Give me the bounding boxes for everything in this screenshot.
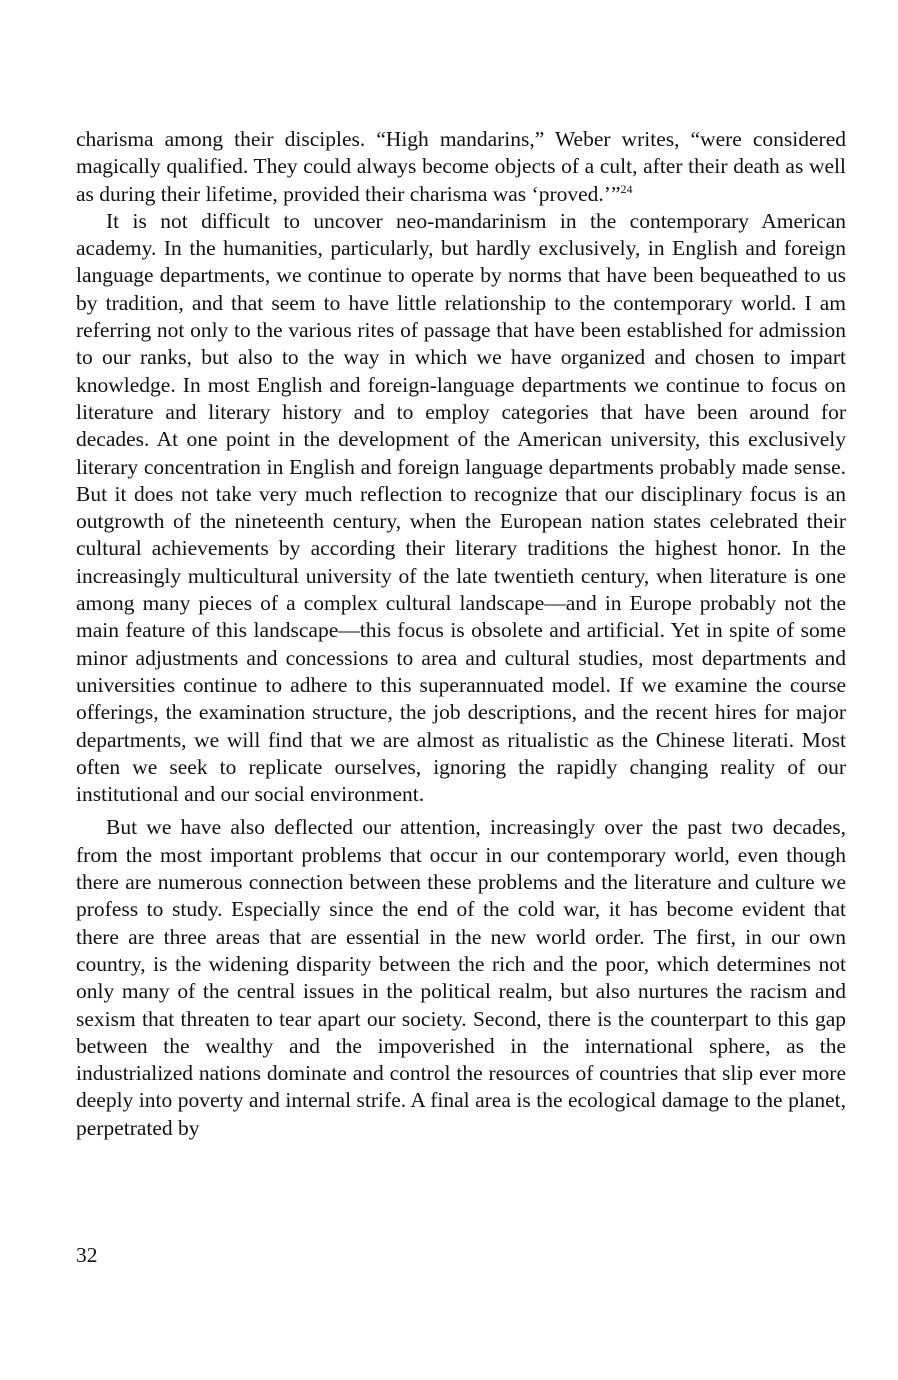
- paragraph-3: But we have also deflected our attention, increasingly over the past two decades, from the most important problems that occur in our contemporary world, even though there are numerous connection between these problems and the literature and culture we profess to study. Especially since the end of the cold war, it has become evident that there are three areas that are essential in the new world order. The first, in our own country, is the widening disparity between the rich and the poor, which determines not only many of the central issues in the political realm, but also nurtures the racism and sexism that threaten to tear apart our society. Second, there is the counterpart to this gap between the wealthy and the impoverished in the international sphere, as the industrialized nations dominate and control the resources of countries that slip ever more deeply into poverty and internal strife. A final area is the ecological damage to the planet, perpetrated by: [76, 815, 846, 1140]
- paragraph-1: [76, 126, 846, 208]
- footnote-marker: 24: [620, 181, 633, 196]
- page-number: 32: [76, 1243, 98, 1267]
- paragraph-2: It is not difficult to uncover neo-mandarinism in the contemporary American academy. In the humanities, particularly, but hardly exclusively, in English and foreign language departments, we continue to operate by norms that have been bequeathed to us by tradition, and that seem to have little relationship to the contemporary world. I am referring not only to the various rites of passage that have been established for admission to our ranks, but also to the way in which we have organized and chosen to impart knowledge. In most English and foreign-language departments we continue to focus on literature and literary history and to employ categories that have been around for decades. At one point in the development of the American university, this exclusively literary concentration in English and foreign language departments probably made sense. But it does not take very much reflection to recognize that our disciplinary focus is an outgrowth of the nineteenth century, when the European nation states celebrated their cultural achievements by according their literary traditions the highest honor. In the increasingly multicultural university of the late twentieth century, when literature is one among many pieces of a complex cultural landscape—and in Europe probably not the main feature of this landscape—this focus is obsolete and artificial. Yet in spite of some minor adjustments and concessions to area and cultural studies, most departments and universities continue to adhere to this superannuated model. If we examine the course offerings, the examination structure, the job descriptions, and the recent hires for major departments, we will find that we are almost as ritualistic as the Chinese literati. Most often we seek to replicate ourselves, ignoring the rapidly changing reality of our institutional and our social environment.: [76, 208, 846, 807]
- body-text: [76, 126, 846, 1142]
- paragraph-1-text: charisma among their disciples. “High mandarins,” Weber writes, “were considered magically qualified. They could always become objects of a cult, after their death as well as during their lifetime, provided their charisma was ‘proved.’”: [76, 127, 846, 206]
